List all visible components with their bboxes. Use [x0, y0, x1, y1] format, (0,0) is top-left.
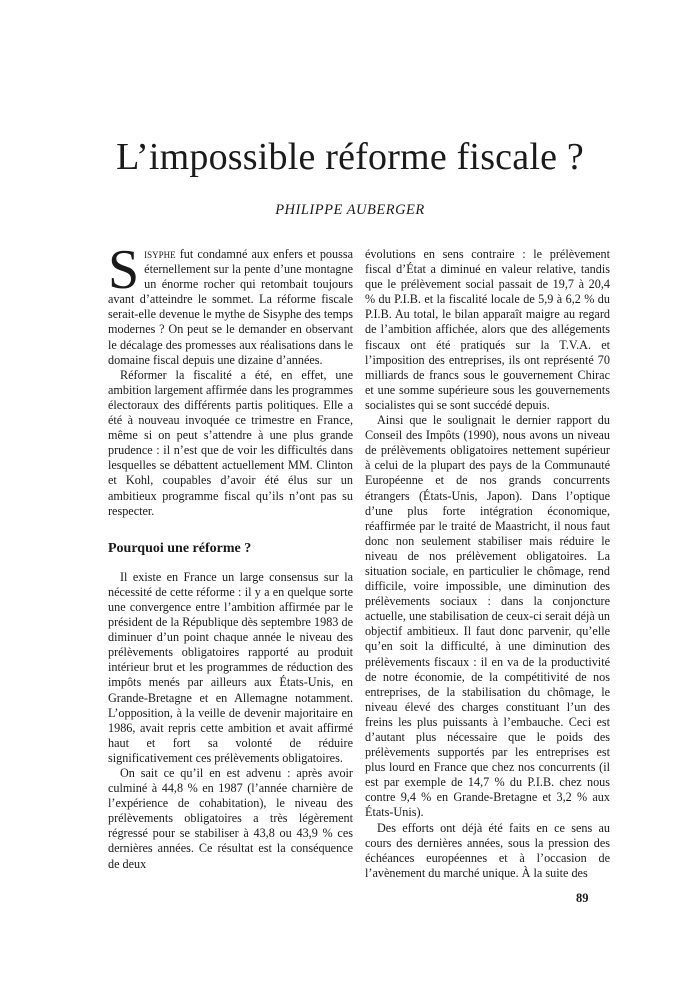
right-column [365, 247, 610, 881]
left-column [108, 239, 353, 872]
drop-cap: S [108, 239, 140, 301]
paragraph-6: Ainsi que le soulignait le dernier rapport du Conseil des Impôts (1990), nous avons un niveau de prélèvements obligatoires nettement supérieur à celui de la plupart des pays de la Communauté Européenne et de nos grands concurrents étrangers (États-Unis, Japon). Dans l’optique d’une plus forte intégration économique, réaffirmée par le traité de Maastricht, il nous faut donc non seulement stabiliser mais réduire le niveau de nos prélèvement obligatoires. La situation sociale, en particulier le chômage, rend difficile, voire impossible, une diminution des prélèvements sociaux : dans la conjoncture actuelle, une stabilisation de ceux-ci serait déjà un objectif ambitieux. Il faut donc parvenir, qu’elle qu’en soit la difficulté, à une diminution des prélèvements fiscaux : il en va de la productivité de notre économie, de la compétitivité de nos entreprises, de la stabilisation du chômage, le niveau élevé des charges constituant l’un des freins les plus puissants à l’embauche. Ceci est d’autant plus nécessaire que le poids des prélèvements supportés par les entreprises est plus lourd en France que chez nos concurrents (il est par exemple de 14,7 % du P.I.B. chez nous contre 9,4 % en Grande-Bretagne et 3,2 % aux États-Unis). [365, 413, 611, 820]
page-number: 89 [576, 891, 589, 905]
paragraph-2: Réformer la fiscalité a été, en effet, une ambition largement affirmée dans les programmes électoraux des différents partis politiques. Elle a été à nouveau invoquée ce trimestre en France, même si on peut s’attendre à une plus grande prudence : il n’est que de voir les difficultés dans lesquelles se débattent actuellement MM. Clinton et Kohl, coupables d’avoir été élus sur un ambitieux programme fiscal qu’ils n’ont pas su respecter. [108, 367, 353, 518]
paragraph-intro-text: fut condamné aux enfers et poussa éternellement sur la pente d’une montagne un énorme rocher qui retombait toujours avant d’atteindre le sommet. La réforme fiscale serait-elle devenue le mythe de Sisyphe des temps modernes ? On peut se le demander en observant le décalage des promesses aux réalisations dans le domaine fiscal depuis une dizaine d’années. [108, 247, 353, 367]
paragraph-intro [108, 239, 353, 368]
article-author: PHILIPPE AUBERGER [275, 202, 425, 218]
paragraph-5: évolutions en sens contraire : le prélèvement fiscal d’État a diminué en valeur relative, tandis que le prélèvement social passait de 19,7 à 20,4 % du P.I.B. et la fiscalité locale de 5,9 à 6,2 % du P.I.B. Au total, le bilan apparaît maigre au regard de l’ambition affichée, alors que des allégements fiscaux ont été pratiqués sur la T.V.A. et l’imposition des entreprises, ils ont représenté 70 milliards de francs sous le gouvernement Chirac et une somme supérieure sous les gouvernements socialistes qui se sont succédé depuis. [365, 247, 610, 412]
section-heading: Pourquoi une réforme ? [108, 540, 252, 556]
paragraph-4: On sait ce qu’il en est advenu : après avoir culminé à 44,8 % en 1987 (l’année charnière de l’expérience de cohabitation), le niveau des prélèvements obligatoires a très légèrement régressé pour se stabiliser à 43,8 ou 43,9 % ces dernières années. Ce résultat est la conséquence de deux [108, 766, 353, 871]
article-title: L’impossible réforme fiscale ? [116, 136, 584, 178]
first-word-small-caps: isyphe [144, 247, 176, 261]
paragraph-3: Il existe en France un large consensus sur la nécessité de cette réforme : il y a en quelque sorte une convergence entre l’ambition affirmée par le président de la République dès septembre 1983 de diminuer d’un point chaque année le niveau des prélèvements obligatoires rapporté au produit intérieur brut et les programmes de réduction des impôts menés par ailleurs aux États-Unis, en Grande-Bretagne et en Allemagne notamment. L’opposition, à la veille de devenir majoritaire en 1986, avait repris cette ambition et avait affirmé haut et fort sa volonté de réduire significativement ces prélèvements obligatoires. [108, 569, 353, 765]
paragraph-7: Des efforts ont déjà été faits en ce sens au cours des dernières années, sous la pression des échéances européennes et à l’occasion de l’avènement du marché unique. À la suite des [365, 820, 610, 880]
